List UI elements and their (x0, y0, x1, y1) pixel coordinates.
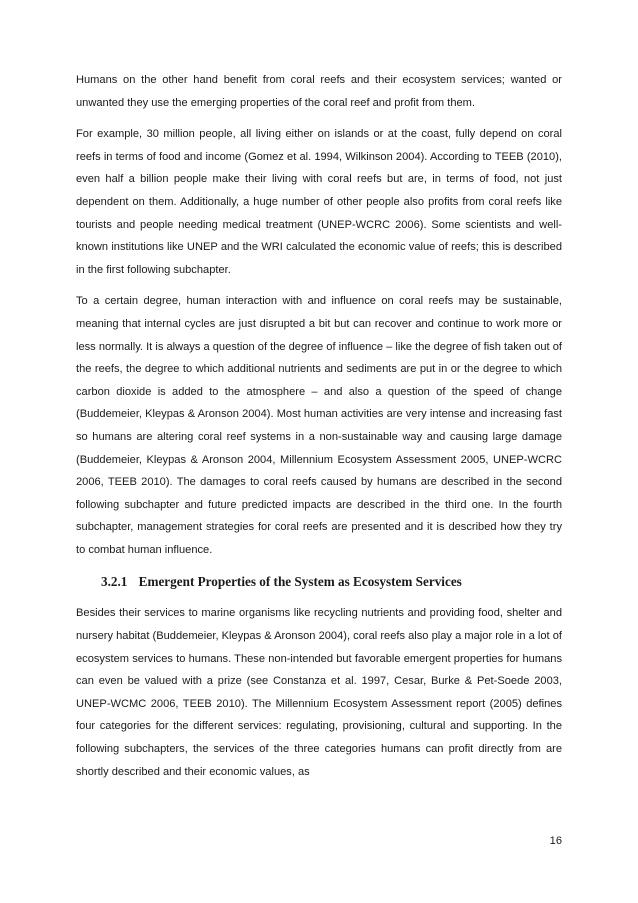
body-text (76, 69, 562, 792)
page-number: 16 (549, 835, 562, 847)
paragraph-human-influence: To a certain degree, human interaction with and influence on coral reefs may be sustainable, meaning that internal cycles are just disrupted a bit but can recover and continue to work more or less normally. It is always a question of the degree of influence – like the degree of fish taken out of the reefs, the degree to which additional nutrients and sediments are put in or the degree to which carbon dioxide is added to the atmosphere – and also a question of the speed of change (Buddemeier, Kleypas & Aronson 2004). Most human activities are very intense and increasing fast so humans are altering coral reef systems in a non-sustainable way and causing large damage (Buddemeier, Kleypas & Aronson 2004, Millennium Ecosystem Assessment 2005, UNEP-WCRC 2006, TEEB 2010). The damages to coral reefs caused by humans are described in the second following subchapter and future predicted impacts are described in the third one. In the fourth subchapter, management strategies for coral reefs are presented and it is described how they try to combat human influence. (76, 295, 562, 556)
paragraph-dependence-example: For example, 30 million people, all living either on islands or at the coast, fully depend on coral reefs in terms of food and income (Gomez et al. 1994, Wilkinson 2004). According to TEEB (2010), even half a billion people make their living with coral reefs but are, in terms of food, not just dependent on them. Additionally, a huge number of other people also profits from coral reefs like tourists and people needing medical treatment (UNEP-WCRC 2006). Some scientists and well-known institutions like UNEP and the WRI calculated the economic value of reefs; this is described in the first following subchapter. (76, 128, 562, 276)
section-heading (76, 570, 562, 594)
section-number: 3.2.1 (101, 574, 128, 590)
paragraph-human-benefit: Humans on the other hand benefit from coral reefs and their ecosystem services; wanted or unwanted they use the emerging properties of the coral reef and profit from them. (76, 74, 562, 109)
paragraph-ecosystem-services: Besides their services to marine organisms like recycling nutrients and providing food, shelter and nursery habitat (Buddemeier, Kleypas & Aronson 2004), coral reefs also play a major role in a lot of ecosystem services to humans. These non-intended but favorable emergent properties for humans can even be valued with a prize (see Constanza et al. 1997, Cesar, Burke & Pet-Soede 2003, UNEP-WCMC 2006, TEEB 2010). The Millennium Ecosystem Assessment report (2005) defines four categories for the different services: regulating, provisioning, cultural and supporting. In the following subchapters, the services of the three categories humans can profit directly from are shortly described and their economic values, as (76, 607, 562, 778)
section-title: Emergent Properties of the System as Ecosystem Services (138, 574, 462, 590)
